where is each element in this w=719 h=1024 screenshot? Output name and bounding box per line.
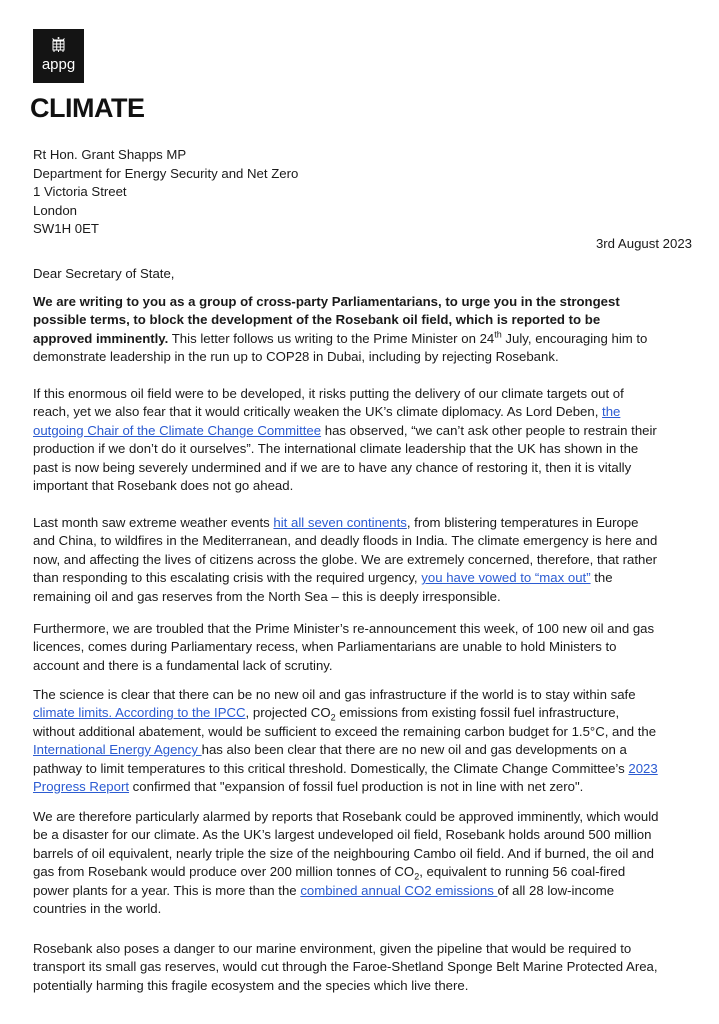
link-progress-report[interactable]: Progress Report <box>33 778 130 794</box>
subscript: 2 <box>414 871 420 882</box>
intro-bold-text: approved imminently. <box>33 330 169 346</box>
paragraph-line: licences, comes during Parliamentary recess, when Parliamentarians are unable to hold Ministers to <box>33 639 617 655</box>
appg-label: appg <box>41 56 76 73</box>
intro-text: July, encouraging him to <box>501 330 648 346</box>
paragraph-text: of all 28 low-income <box>497 882 615 898</box>
paragraph-text: Last month saw extreme weather events <box>33 515 274 530</box>
subscript: 2 <box>330 713 336 724</box>
paragraph-diplomacy <box>33 385 691 495</box>
recipient-line: London <box>33 202 78 218</box>
paragraph-line: important that Rosebank does not go ahead. <box>33 477 294 493</box>
link-ipcc[interactable]: climate limits. According to the IPCC <box>33 705 246 721</box>
paragraph-line: If this enormous oil field were to be developed, it risks putting the delivery of our climate targets out of <box>33 386 624 401</box>
recipient-line: Rt Hon. Grant Shapps MP <box>33 147 187 162</box>
recipient-line: SW1H 0ET <box>33 221 99 236</box>
link-ccc-chair[interactable]: the <box>602 404 621 420</box>
paragraph-line: The science is clear that there can be no new oil and gas infrastructure if the world is to stay within safe <box>33 687 636 702</box>
paragraph-text: , from blistering temperatures in Europe <box>406 515 639 530</box>
paragraph-line: We are therefore particularly alarmed by reports that Rosebank could be approved imminently, which would <box>33 809 659 824</box>
paragraph-text: the <box>590 570 613 586</box>
appg-logo <box>33 29 84 83</box>
paragraph-science <box>33 686 691 796</box>
link-iea[interactable]: International Energy Agency <box>33 742 202 758</box>
paragraph-text: emissions from existing fossil fuel infrastructure, <box>335 705 620 721</box>
link-max-out[interactable]: you have vowed to “max out” <box>421 570 591 586</box>
paragraph-text: , equivalent to running 56 coal-fired <box>419 864 626 880</box>
paragraph-line: without additional abatement, would be sufficient to exceed the remaining carbon budget for 1.5°C, and the <box>33 723 657 739</box>
paragraph-line: Rosebank also poses a danger to our marine environment, given the pipeline that would be required to <box>33 941 632 956</box>
link-progress-report[interactable]: 2023 <box>628 760 658 776</box>
superscript: th <box>494 329 502 340</box>
intro-text: This letter follows us writing to the Prime Minister on 24 <box>168 330 495 346</box>
paragraph-line: production if we don’t do it ourselves”. The international climate leadership that the UK has shown in the <box>33 441 639 457</box>
paragraph-extreme-weather <box>33 514 691 606</box>
paragraph-line: barrels of oil equivalent, nearly triple the size of the neighbouring Cambo oil field. And if burned, the oil and <box>33 845 654 861</box>
salutation: Dear Secretary of State, <box>33 266 175 281</box>
paragraph-line: account and there is a fundamental lack of scrutiny. <box>33 657 333 673</box>
paragraph-line: past is now being severely undermined and if we are to have any chance of restoring it, then it is vitally <box>33 459 632 475</box>
paragraph-line: Furthermore, we are troubled that the Prime Minister’s re-announcement this week, of 100 new oil and gas <box>33 621 655 636</box>
paragraph-rosebank-size <box>33 808 691 918</box>
paragraph-line: transport its small gas reserves, would cut through the Faroe-Shetland Sponge Belt Marine Protected Area, <box>33 959 658 975</box>
paragraph-text: has observed, “we can’t ask other people to restrain their <box>321 422 657 438</box>
paragraph-text: than responding to this escalating crisis with the required urgency, <box>33 570 422 586</box>
paragraph-line: now, and affecting the lives of citizens across the globe. We are extremely concerned, therefore, that rather <box>33 551 658 567</box>
paragraph-text: has also been clear that there are no new oil and gas developments on a <box>201 742 627 758</box>
intro-bold-text: We are writing to you as a group of cross-party Parliamentarians, to urge you in the strongest <box>33 294 620 309</box>
paragraph-licences <box>33 620 691 675</box>
paragraph-line: potentially harming this fragile ecosystem and the species which live there. <box>33 977 469 993</box>
intro-text: demonstrate leadership in the run up to COP28 in Dubai, including by rejecting Rosebank. <box>33 349 559 365</box>
paragraph-text: power plants for a year. This is more than the <box>33 882 301 898</box>
paragraph-marine <box>33 940 691 995</box>
link-seven-continents[interactable]: hit all seven continents <box>273 515 407 530</box>
paragraph-text: confirmed that "expansion of fossil fuel production is not in line with net zero". <box>129 778 584 794</box>
paragraph-line: remaining oil and gas reserves from the North Sea – this is deeply irresponsible. <box>33 588 501 604</box>
recipient-address <box>33 146 298 239</box>
paragraph-intro <box>33 293 691 367</box>
paragraph-line: be a disaster for our climate. As the UK’s largest undeveloped oil field, Rosebank holds around 500 million <box>33 827 652 843</box>
recipient-line: 1 Victoria Street <box>33 184 127 199</box>
recipient-line: Department for Energy Security and Net Zero <box>33 165 299 181</box>
paragraph-text: , projected CO <box>245 705 331 721</box>
paragraph-text: pathway to limit temperatures to this critical threshold. Domestically, the Climate Change Committee’s <box>33 760 629 776</box>
paragraph-line: countries in the world. <box>33 900 162 916</box>
letter-date: 3rd August 2023 <box>595 236 692 251</box>
climate-wordmark: CLIMATE <box>30 93 145 123</box>
link-ccc-chair[interactable]: outgoing Chair of the Climate Change Committee <box>33 422 322 438</box>
link-co2-emissions[interactable]: combined annual CO2 emissions <box>300 882 498 898</box>
paragraph-text: gas from Rosebank would produce over 200 million tonnes of CO <box>33 864 415 880</box>
paragraph-text: reach, yet we also fear that it would critically weaken the UK’s climate diplomacy. As Lord Deben, <box>33 404 603 420</box>
intro-bold-text: possible terms, to block the development of the Rosebank oil field, which is reported to be <box>33 312 601 328</box>
paragraph-line: and China, to wildfires in the Mediterranean, and deadly floods in India. The climate emergency is here and <box>33 533 658 549</box>
portcullis-icon <box>50 36 67 53</box>
